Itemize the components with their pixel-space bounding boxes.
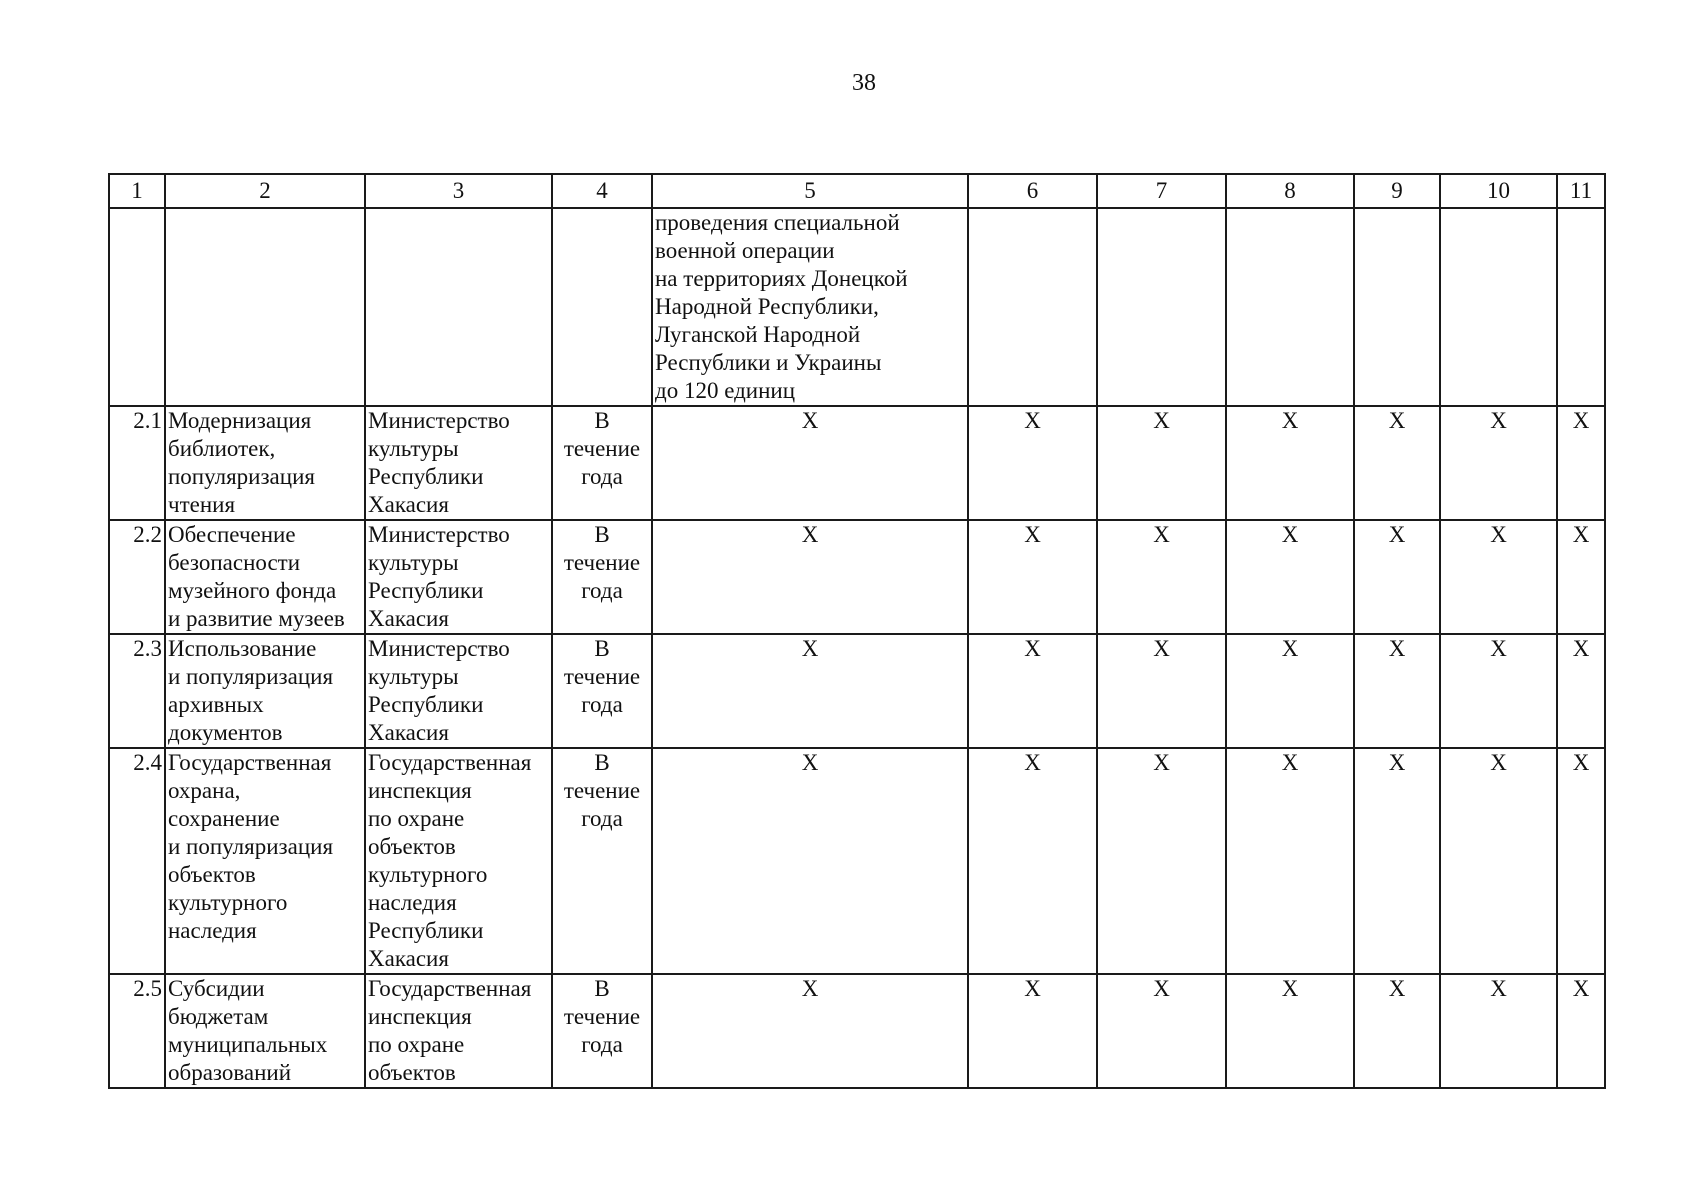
column-header: 10 <box>1440 174 1557 208</box>
table-row <box>109 634 1605 748</box>
mark-cell: X <box>1354 748 1440 974</box>
mark-cell: X <box>1440 520 1557 634</box>
mark-cell: X <box>1354 974 1440 1088</box>
mark-cell: X <box>1097 520 1226 634</box>
mark-cell: X <box>1354 520 1440 634</box>
mark-cell: X <box>1557 520 1605 634</box>
activity-name: Использование и популяризация архивных документов <box>165 634 365 748</box>
mark-cell: X <box>1440 406 1557 520</box>
mark-cell: X <box>652 634 968 748</box>
executor: Министерство культуры Республики Хакасия <box>365 520 552 634</box>
table-cell <box>165 208 365 406</box>
column-header: 6 <box>968 174 1097 208</box>
table-cell <box>1557 208 1605 406</box>
mark-cell: X <box>1097 748 1226 974</box>
column-header: 7 <box>1097 174 1226 208</box>
activity-name: Субсидии бюджетам муниципальных образований <box>165 974 365 1088</box>
activity-name: Модернизация библиотек, популяризация чтения <box>165 406 365 520</box>
table-cell <box>552 208 652 406</box>
mark-cell: X <box>968 634 1097 748</box>
mark-cell: X <box>968 974 1097 1088</box>
term: В течение года <box>552 634 652 748</box>
mark-cell: X <box>1440 974 1557 1088</box>
continuation-row <box>109 208 1605 406</box>
column-number-header-row <box>109 174 1605 208</box>
activity-name: Обеспечение безопасности музейного фонда и развитие музеев <box>165 520 365 634</box>
mark-cell: X <box>1557 634 1605 748</box>
column-header: 9 <box>1354 174 1440 208</box>
program-table <box>108 173 1606 1089</box>
table-row <box>109 520 1605 634</box>
mark-cell: X <box>968 520 1097 634</box>
row-number: 2.5 <box>109 974 165 1088</box>
table-row <box>109 974 1605 1088</box>
term: В течение года <box>552 406 652 520</box>
term: В течение года <box>552 974 652 1088</box>
mark-cell: X <box>652 520 968 634</box>
column-header: 1 <box>109 174 165 208</box>
mark-cell: X <box>1097 974 1226 1088</box>
executor: Министерство культуры Республики Хакасия <box>365 406 552 520</box>
row-number: 2.1 <box>109 406 165 520</box>
column-header: 4 <box>552 174 652 208</box>
column-header: 11 <box>1557 174 1605 208</box>
mark-cell: X <box>1557 974 1605 1088</box>
activity-name: Государственная охрана, сохранение и популяризация объектов культурного наследия <box>165 748 365 974</box>
mark-cell: X <box>1226 634 1354 748</box>
table-cell <box>1226 208 1354 406</box>
term: В течение года <box>552 520 652 634</box>
table-cell <box>1097 208 1226 406</box>
table-cell <box>1440 208 1557 406</box>
mark-cell: X <box>1226 520 1354 634</box>
table-cell <box>365 208 552 406</box>
term: В течение года <box>552 748 652 974</box>
column-header: 5 <box>652 174 968 208</box>
mark-cell: X <box>1226 406 1354 520</box>
row-number: 2.2 <box>109 520 165 634</box>
mark-cell: X <box>1440 634 1557 748</box>
mark-cell: X <box>1440 748 1557 974</box>
mark-cell: X <box>968 748 1097 974</box>
table-cell <box>968 208 1097 406</box>
mark-cell: X <box>968 406 1097 520</box>
mark-cell: X <box>652 974 968 1088</box>
mark-cell: X <box>652 406 968 520</box>
continuation-text: проведения специальной военной операции на территориях Донецкой Народной Республики, Луганской Народной Республики и Украины до 120 единиц <box>652 208 968 406</box>
mark-cell: X <box>652 748 968 974</box>
mark-cell: X <box>1557 406 1605 520</box>
table-row <box>109 748 1605 974</box>
executor: Министерство культуры Республики Хакасия <box>365 634 552 748</box>
mark-cell: X <box>1354 634 1440 748</box>
executor: Государственная инспекция по охране объектов <box>365 974 552 1088</box>
table-cell <box>109 208 165 406</box>
mark-cell: X <box>1354 406 1440 520</box>
mark-cell: X <box>1097 634 1226 748</box>
table-row <box>109 406 1605 520</box>
column-header: 8 <box>1226 174 1354 208</box>
column-header: 3 <box>365 174 552 208</box>
mark-cell: X <box>1557 748 1605 974</box>
column-header: 2 <box>165 174 365 208</box>
mark-cell: X <box>1097 406 1226 520</box>
mark-cell: X <box>1226 748 1354 974</box>
executor: Государственная инспекция по охране объектов культурного наследия Республики Хакасия <box>365 748 552 974</box>
row-number: 2.3 <box>109 634 165 748</box>
table-cell <box>1354 208 1440 406</box>
page-number: 38 <box>852 70 876 96</box>
row-number: 2.4 <box>109 748 165 974</box>
mark-cell: X <box>1226 974 1354 1088</box>
